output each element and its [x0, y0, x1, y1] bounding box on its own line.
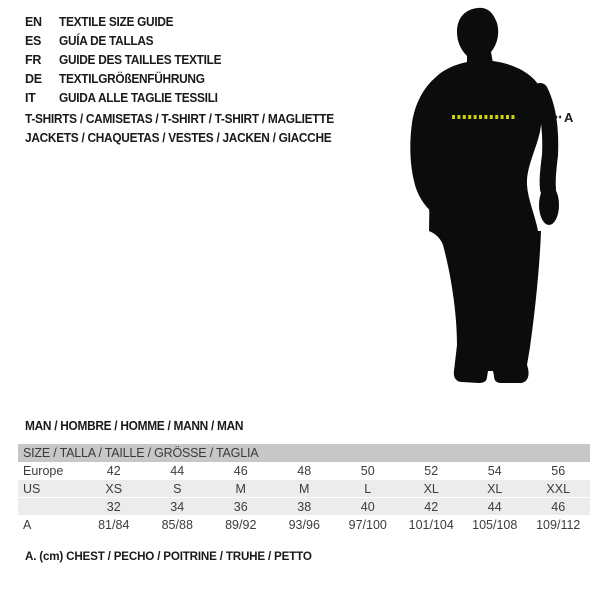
size-cell: XXL	[546, 481, 571, 496]
size-cell: L	[364, 481, 372, 496]
size-cell: 56	[551, 464, 566, 478]
size-cell: S	[173, 481, 182, 496]
language-row	[25, 69, 230, 88]
size-cell: 85/88	[161, 518, 193, 532]
language-title: GUIDA ALLE TAGLIE TESSILI	[59, 90, 218, 105]
row-label: A	[23, 518, 32, 532]
size-cell: XS	[105, 481, 123, 496]
size-cell: 32	[106, 499, 121, 514]
size-cell: 42	[424, 499, 439, 514]
size-cell: 48	[297, 464, 312, 478]
size-cell: 101/104	[408, 518, 454, 532]
size-cell: 109/112	[536, 518, 581, 532]
table-row	[18, 462, 590, 480]
size-cell: 46	[233, 464, 248, 478]
garment-category-line: T-SHIRTS / CAMISETAS / T-SHIRT / T-SHIRT / MAGLIETTE	[25, 111, 334, 126]
man-silhouette-shape	[410, 8, 559, 383]
language-row	[25, 50, 230, 69]
size-cell: XL	[487, 481, 503, 496]
size-table-header: SIZE / TALLA / TAILLE / GRÖSSE / TAGLIA	[18, 444, 590, 462]
man-silhouette-svg	[400, 5, 580, 395]
table-row	[18, 480, 590, 498]
language-row	[25, 12, 230, 31]
size-cell: 50	[360, 464, 375, 478]
size-cell: XL	[423, 481, 439, 496]
section-title-man: MAN / HOMBRE / HOMME / MANN / MAN	[25, 419, 244, 433]
size-cell: 42	[106, 464, 121, 478]
language-row	[25, 88, 230, 107]
measurement-footnote: A. (cm) CHEST / PECHO / POITRINE / TRUHE / PETTO	[25, 549, 312, 563]
measure-label-a: A	[564, 110, 574, 125]
language-title: GUÍA DE TALLAS	[59, 33, 154, 48]
row-label: US	[23, 481, 41, 496]
size-cell: 52	[424, 464, 439, 478]
size-cell: 44	[170, 464, 185, 478]
size-cell: 105/108	[472, 518, 518, 532]
language-code: EN	[25, 14, 42, 29]
size-cell: M	[235, 481, 246, 496]
size-cell: 40	[360, 499, 375, 514]
table-row	[18, 516, 590, 534]
man-silhouette-figure	[400, 5, 580, 395]
size-cell: 97/100	[348, 518, 387, 532]
size-cell: 38	[297, 499, 312, 514]
size-table-body	[18, 462, 590, 534]
size-cell: 89/92	[225, 518, 257, 532]
language-title: TEXTILE SIZE GUIDE	[59, 14, 174, 29]
size-cell: 44	[487, 499, 502, 514]
language-code: DE	[25, 71, 42, 86]
size-cell: 46	[551, 499, 566, 514]
size-cell: M	[299, 481, 310, 496]
size-cell: 36	[233, 499, 248, 514]
language-row	[25, 31, 230, 50]
garment-category-line: JACKETS / CHAQUETAS / VESTES / JACKEN / GIACCHE	[25, 130, 332, 145]
size-cell: 34	[170, 499, 185, 514]
size-table	[18, 444, 590, 534]
language-title: GUIDE DES TAILLES TEXTILE	[59, 52, 222, 67]
language-title: TEXTILGRÖßENFÜHRUNG	[59, 71, 205, 86]
language-code: FR	[25, 52, 42, 67]
table-row	[18, 498, 590, 516]
size-cell: 93/96	[288, 518, 320, 532]
size-cell: 81/84	[98, 518, 130, 532]
garment-category-list	[25, 109, 350, 147]
language-code: ES	[25, 33, 42, 48]
language-code: IT	[25, 90, 36, 105]
size-cell: 54	[487, 464, 502, 478]
language-list	[25, 12, 230, 107]
row-label: Europe	[23, 464, 64, 478]
